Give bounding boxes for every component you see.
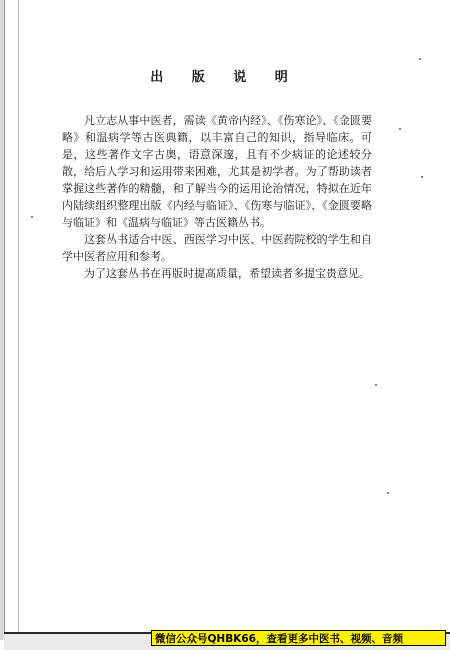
- scan-speck: [419, 58, 421, 60]
- paragraph-3: 为了这套丛书在再版时提高质量，希望读者多提宝贵意见。: [84, 267, 370, 280]
- scan-speck: [387, 492, 389, 494]
- scan-speck: [399, 128, 401, 130]
- scan-speck: [31, 216, 33, 218]
- page-title: 出 版 说 明: [150, 70, 300, 85]
- scan-speck: [375, 384, 377, 386]
- paragraph-1: 凡立志从事中医者，需读《黄帝内经》、《伤寒论》、《金匮要略》和温病学等古医典籍，以丰富自己的知识，指导临床。可是，这些著作文字古奥，语意深邃，且有不少病证的论述较分散，给后人学习和运用带来困难，尤其是初学者。为了帮助读者掌握这些著作的精髓，和了解当今的运用论治情况，特拟在近年内陆续组织整理出版《内经与临证》、《伤寒与临证》、《金匮要略与临证》和《温病与临证》等古医籍丛书。: [62, 114, 372, 229]
- watermark-banner: 微信公众号QHBK66，查看更多中医书、视频、音频: [151, 630, 446, 646]
- left-scroll-edge: [0, 0, 5, 640]
- body-text: [62, 112, 372, 282]
- paragraph-2: 这套丛书适合中医、西医学习中医、中医药院校的学生和自学中医者应用和参考。: [62, 233, 372, 263]
- document-page: [18, 0, 450, 632]
- scan-speck: [421, 176, 423, 178]
